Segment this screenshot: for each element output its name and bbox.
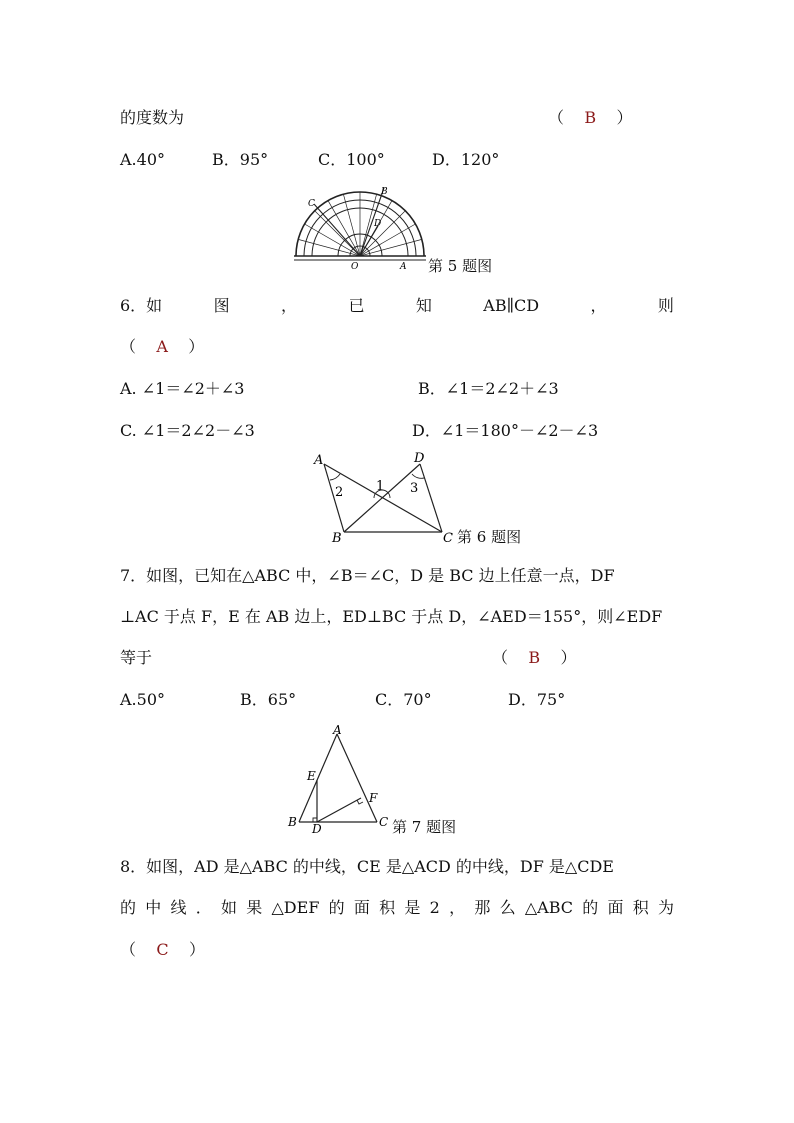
q8-word: 那 [474, 898, 491, 917]
q5-answer: B [584, 108, 597, 127]
q5-figure-caption: 第 5 题图 [428, 257, 493, 275]
q6-figure [310, 450, 460, 546]
q5-label-d: D [374, 219, 382, 229]
q6-label-c: C [443, 531, 453, 546]
q7-answer-paren: （ B ） [492, 648, 577, 667]
q8-word: 的 [120, 898, 137, 917]
q8-word: 的 [328, 898, 345, 917]
q8-word: 积 [379, 898, 396, 917]
q8-word: ． [195, 898, 212, 917]
q6-angle-3: 3 [410, 481, 419, 496]
q5-label-o: O [351, 262, 359, 272]
q8-stem-line2 [120, 898, 674, 918]
q8-word: △DEF [271, 898, 320, 917]
q8-word: 果 [246, 898, 263, 917]
q6-label-d: D [414, 451, 425, 466]
q5-answer-paren: （ B ） [548, 108, 633, 127]
q6-angle-2: 2 [335, 485, 344, 500]
q8-word: 面 [353, 898, 370, 917]
q8-answer-paren: （ C ） [120, 940, 205, 959]
q5-label-a: A [400, 262, 407, 272]
q6-word: AB∥CD [483, 296, 540, 315]
q8-word: ， [449, 898, 466, 917]
q6-stem-line1 [120, 296, 674, 316]
q5-protractor-figure [290, 182, 430, 272]
q8-word: 中 [145, 898, 162, 917]
q8-stem-line1: 8．如图，AD 是△ABC 的中线，CE 是△ACD 的中线，DF 是△CDE [120, 857, 614, 876]
q6-word: 6．如 [120, 296, 163, 315]
q5-option-d: D．120° [432, 150, 500, 169]
q6-answer-paren: （ A ） [120, 337, 205, 356]
q8-word: 面 [607, 898, 624, 917]
q5-option-a: A.40° [120, 150, 165, 169]
q6-answer: A [156, 337, 168, 356]
q6-option-d: D．∠1＝180°－∠2－∠3 [412, 421, 599, 440]
q5-option-b: B．95° [212, 150, 269, 169]
q6-label-a: A [314, 453, 324, 468]
q7-answer: B [528, 648, 541, 667]
q7-label-b: B [288, 815, 297, 829]
q7-label-f: F [369, 791, 378, 805]
q7-label-d: D [312, 822, 322, 834]
q8-word: 的 [582, 898, 599, 917]
q7-option-a: A.50° [120, 690, 165, 709]
q7-option-d: D．75° [508, 690, 566, 709]
q5-option-c: C．100° [318, 150, 385, 169]
q6-option-c: C. ∠1＝2∠2－∠3 [120, 421, 255, 440]
q6-word: ， [281, 296, 298, 315]
q6-word: 知 [415, 296, 432, 315]
q6-word: ， [590, 296, 607, 315]
q6-option-b: B．∠1＝2∠2＋∠3 [418, 379, 559, 398]
q7-label-e: E [307, 769, 316, 783]
q6-option-a: A. ∠1＝∠2＋∠3 [120, 379, 245, 398]
q8-word: △ABC [524, 898, 573, 917]
q5-label-c: C [308, 199, 315, 209]
q8-word: 线 [170, 898, 187, 917]
q6-figure-caption: 第 6 题图 [457, 528, 522, 546]
q8-word: 是 [404, 898, 421, 917]
q7-label-c: C [379, 815, 389, 829]
q7-option-b: B．65° [240, 690, 297, 709]
q6-label-b: B [332, 531, 342, 546]
q6-word: 图 [213, 296, 230, 315]
q8-word: 为 [657, 898, 674, 917]
q7-stem-line2: ⊥AC 于点 F，E 在 AB 边上，ED⊥BC 于点 D，∠AED＝155°，则∠EDF [120, 607, 663, 626]
q5-stem-tail: 的度数为 [120, 108, 185, 127]
q8-word: 2 [429, 898, 440, 917]
q7-figure-caption: 第 7 题图 [392, 818, 457, 836]
q8-word: 积 [632, 898, 649, 917]
q8-answer: C [156, 940, 169, 959]
q5-label-b: B [381, 187, 388, 197]
q8-word: 么 [499, 898, 516, 917]
q7-stem-line1: 7．如图，已知在△ABC 中，∠B＝∠C，D 是 BC 边上任意一点，DF [120, 566, 615, 585]
q7-stem-line3: 等于 [120, 648, 153, 667]
q7-label-a: A [333, 723, 342, 737]
q6-angle-1: 1 [376, 479, 385, 494]
q7-option-c: C．70° [375, 690, 432, 709]
q6-word: 已 [348, 296, 365, 315]
q6-word: 则 [657, 296, 674, 315]
q7-figure [285, 722, 395, 834]
q8-word: 如 [221, 898, 238, 917]
